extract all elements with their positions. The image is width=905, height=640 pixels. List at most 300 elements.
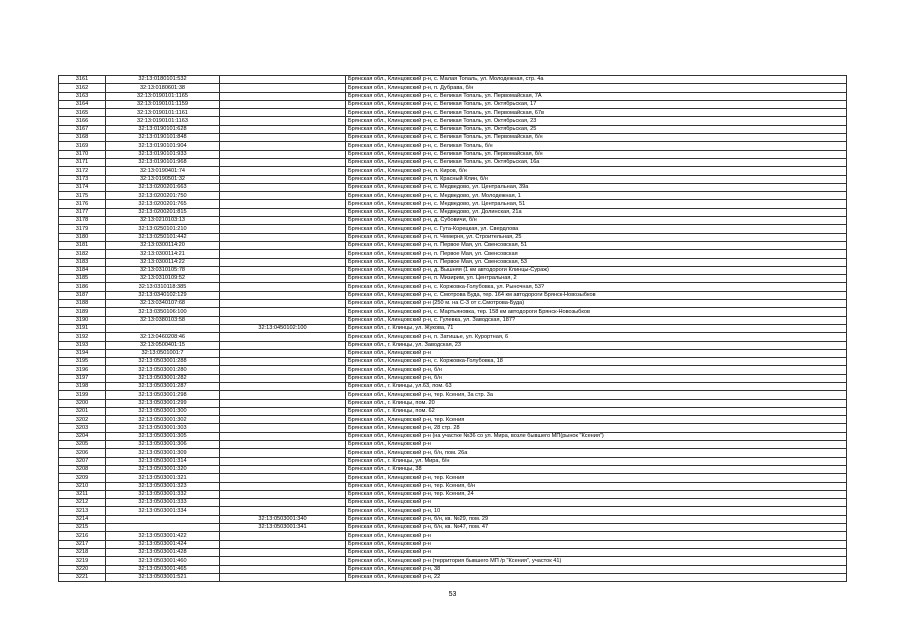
row-number-cell: 3175 bbox=[59, 192, 106, 200]
row-number-cell: 3182 bbox=[59, 250, 106, 258]
row-number-cell: 3214 bbox=[59, 515, 106, 523]
cadastral-number-cell: 32:13:0503001:460 bbox=[106, 557, 220, 565]
row-number-cell: 3166 bbox=[59, 117, 106, 125]
cadastral-number-cell: 32:13:0200201:765 bbox=[106, 200, 220, 208]
table-row bbox=[59, 183, 847, 191]
cadastral-number-alt-cell bbox=[220, 167, 346, 175]
address-cell: Брянская обл., Клинцовский р-н, с. Гулевка, ул. Заводская, 187? bbox=[346, 316, 847, 324]
cadastral-number-alt-cell bbox=[220, 109, 346, 117]
row-number-cell: 3170 bbox=[59, 150, 106, 158]
cadastral-number-cell: 32:13:0310118:385 bbox=[106, 283, 220, 291]
cadastral-number-alt-cell bbox=[220, 134, 346, 142]
row-number-cell: 3162 bbox=[59, 84, 106, 92]
cadastral-number-alt-cell: 32:13:0503001:341 bbox=[220, 524, 346, 532]
cadastral-number-cell: 32:13:0190101:1163 bbox=[106, 117, 220, 125]
table-row bbox=[59, 117, 847, 125]
table-row bbox=[59, 258, 847, 266]
table-row bbox=[59, 300, 847, 308]
row-number-cell: 3190 bbox=[59, 316, 106, 324]
cadastral-number-alt-cell bbox=[220, 499, 346, 507]
row-number-cell: 3207 bbox=[59, 457, 106, 465]
cadastral-number-alt-cell bbox=[220, 474, 346, 482]
table-row bbox=[59, 432, 847, 440]
table-row bbox=[59, 134, 847, 142]
cadastral-number-cell: 32:13:0300114:22 bbox=[106, 258, 220, 266]
table-row bbox=[59, 341, 847, 349]
address-cell: Брянская обл., Клинцовский р-н, с. Великая Топаль, ул. Октябрьская, 25 bbox=[346, 125, 847, 133]
cadastral-number-alt-cell bbox=[220, 565, 346, 573]
table-row bbox=[59, 76, 847, 84]
cadastral-number-alt-cell bbox=[220, 532, 346, 540]
cadastral-number-cell: 32:13:0190101:848 bbox=[106, 134, 220, 142]
address-cell: Брянская обл., г. Клинцы, пом. 62 bbox=[346, 407, 847, 415]
table-row bbox=[59, 374, 847, 382]
address-cell: Брянская обл., Клинцовский р-н (на участке №36 со ул. Мира, возле бывшего МП(рынок "Ксения") bbox=[346, 432, 847, 440]
cadastral-number-cell: 32:13:0340107:68 bbox=[106, 300, 220, 308]
cadastral-number-cell: 32:13:0503001:299 bbox=[106, 399, 220, 407]
table-row bbox=[59, 573, 847, 581]
table-row bbox=[59, 324, 847, 332]
row-number-cell: 3203 bbox=[59, 424, 106, 432]
table-row bbox=[59, 490, 847, 498]
cadastral-number-alt-cell bbox=[220, 449, 346, 457]
table-row bbox=[59, 399, 847, 407]
address-cell: Брянская обл., г. Клинцы, ул. Заводская, 23 bbox=[346, 341, 847, 349]
cadastral-number-alt-cell bbox=[220, 175, 346, 183]
cadastral-number-cell bbox=[106, 524, 220, 532]
table-row bbox=[59, 441, 847, 449]
cadastral-number-alt-cell bbox=[220, 283, 346, 291]
row-number-cell: 3171 bbox=[59, 158, 106, 166]
cadastral-number-cell: 32:13:0503001:321 bbox=[106, 474, 220, 482]
cadastral-number-cell: 32:13:0310105:78 bbox=[106, 266, 220, 274]
address-cell: Брянская обл., Клинцовский р-н bbox=[346, 540, 847, 548]
cadastral-number-alt-cell bbox=[220, 507, 346, 515]
cadastral-number-alt-cell bbox=[220, 540, 346, 548]
cadastral-number-alt-cell bbox=[220, 316, 346, 324]
table-row bbox=[59, 84, 847, 92]
table-row bbox=[59, 250, 847, 258]
cadastral-number-cell: 32:13:0503001:323 bbox=[106, 482, 220, 490]
row-number-cell: 3221 bbox=[59, 573, 106, 581]
cadastral-number-alt-cell bbox=[220, 241, 346, 249]
address-cell: Брянская обл., Клинцовский р-н, д. Вышняя (1 км автодороги Клинцы-Сураж) bbox=[346, 266, 847, 274]
cadastral-number-alt-cell bbox=[220, 125, 346, 133]
table-row bbox=[59, 548, 847, 556]
row-number-cell: 3193 bbox=[59, 341, 106, 349]
table-row bbox=[59, 540, 847, 548]
table-row bbox=[59, 275, 847, 283]
cadastral-number-alt-cell bbox=[220, 441, 346, 449]
table-row bbox=[59, 515, 847, 523]
cadastral-number-cell: 32:13:0503001:300 bbox=[106, 407, 220, 415]
cadastral-number-cell: 32:13:0503001:333 bbox=[106, 499, 220, 507]
address-cell: Брянская обл., Клинцовский р-н bbox=[346, 349, 847, 357]
table-row bbox=[59, 308, 847, 316]
address-cell: Брянская обл., г. Клинцы, ул. Мира, б/н bbox=[346, 457, 847, 465]
address-cell: Брянская обл., Клинцовский р-н, п. Киров, б/н bbox=[346, 167, 847, 175]
table-row bbox=[59, 109, 847, 117]
cadastral-number-cell bbox=[106, 324, 220, 332]
cadastral-number-alt-cell bbox=[220, 341, 346, 349]
address-cell: Брянская обл., Клинцовский р-н, с. Медведово, ул. Центральная, 51 bbox=[346, 200, 847, 208]
cadastral-number-alt-cell bbox=[220, 457, 346, 465]
cadastral-number-cell: 32:13:0190101:628 bbox=[106, 125, 220, 133]
row-number-cell: 3168 bbox=[59, 134, 106, 142]
row-number-cell: 3176 bbox=[59, 200, 106, 208]
table-row bbox=[59, 457, 847, 465]
address-cell: Брянская обл., Клинцовский р-н, п. Мизирим, ул. Центральная, 2 bbox=[346, 275, 847, 283]
row-number-cell: 3208 bbox=[59, 465, 106, 473]
cadastral-number-cell: 32:13:0200201:750 bbox=[106, 192, 220, 200]
address-cell: Брянская обл., Клинцовский р-н, п. Чемерня, ул. Строительная, 25 bbox=[346, 233, 847, 241]
cadastral-number-alt-cell bbox=[220, 84, 346, 92]
cadastral-number-cell: 32:13:0190101:933 bbox=[106, 150, 220, 158]
address-cell: Брянская обл., Клинцовский р-н, б/н, пом. 26а bbox=[346, 449, 847, 457]
registry-table-body bbox=[59, 76, 847, 582]
cadastral-number-cell: 32:13:0180601:38 bbox=[106, 84, 220, 92]
cadastral-number-cell: 32:13:0190101:1161 bbox=[106, 109, 220, 117]
cadastral-number-cell bbox=[106, 515, 220, 523]
table-row bbox=[59, 424, 847, 432]
cadastral-number-alt-cell bbox=[220, 465, 346, 473]
table-row bbox=[59, 358, 847, 366]
table-row bbox=[59, 416, 847, 424]
cadastral-number-cell: 32:13:0500401:15 bbox=[106, 341, 220, 349]
cadastral-number-alt-cell bbox=[220, 308, 346, 316]
address-cell: Брянская обл., Клинцовский р-н, с. Малая Топаль, ул. Молодежная, стр. 4а bbox=[346, 76, 847, 84]
cadastral-number-alt-cell bbox=[220, 416, 346, 424]
table-row bbox=[59, 482, 847, 490]
address-cell: Брянская обл., Клинцовский р-н, д. Субовичи, б/н bbox=[346, 217, 847, 225]
row-number-cell: 3215 bbox=[59, 524, 106, 532]
row-number-cell: 3163 bbox=[59, 92, 106, 100]
table-row bbox=[59, 150, 847, 158]
address-cell: Брянская обл., Клинцовский р-н, 22 bbox=[346, 573, 847, 581]
cadastral-number-alt-cell bbox=[220, 391, 346, 399]
row-number-cell: 3198 bbox=[59, 382, 106, 390]
table-row bbox=[59, 333, 847, 341]
page-number: 53 bbox=[448, 591, 457, 598]
cadastral-number-cell: 32:13:0460208:46 bbox=[106, 333, 220, 341]
address-cell: Брянская обл., Клинцовский р-н, тер. Ксения, 24 bbox=[346, 490, 847, 498]
address-cell: Брянская обл., Клинцовский р-н, с. Медведово, ул. Долинская, 21а bbox=[346, 208, 847, 216]
cadastral-number-cell: 32:13:0503001:288 bbox=[106, 358, 220, 366]
cadastral-number-alt-cell bbox=[220, 183, 346, 191]
row-number-cell: 3185 bbox=[59, 275, 106, 283]
cadastral-number-alt-cell bbox=[220, 300, 346, 308]
address-cell: Брянская обл., Клинцовский р-н, б/н, кв. №29, пом. 29 bbox=[346, 515, 847, 523]
table-row bbox=[59, 225, 847, 233]
cadastral-number-alt-cell bbox=[220, 192, 346, 200]
cadastral-number-cell: 32:13:0503001:305 bbox=[106, 432, 220, 440]
address-cell: Брянская обл., Клинцовский р-н, б/н bbox=[346, 366, 847, 374]
address-cell: Брянская обл., Клинцовский р-н, с. Великая Топаль, ул. Первомайская, б/н bbox=[346, 150, 847, 158]
cadastral-number-alt-cell bbox=[220, 217, 346, 225]
cadastral-number-cell: 32:13:0190401:74 bbox=[106, 167, 220, 175]
row-number-cell: 3205 bbox=[59, 441, 106, 449]
row-number-cell: 3200 bbox=[59, 399, 106, 407]
row-number-cell: 3201 bbox=[59, 407, 106, 415]
cadastral-number-cell: 32:13:0190501:32 bbox=[106, 175, 220, 183]
address-cell: Брянская обл., Клинцовский р-н, п. Дубрава, б/н bbox=[346, 84, 847, 92]
table-row bbox=[59, 100, 847, 108]
address-cell: Брянская обл., Клинцовский р-н, п. Затишье, ул. Курортная, 6 bbox=[346, 333, 847, 341]
cadastral-number-alt-cell bbox=[220, 266, 346, 274]
row-number-cell: 3184 bbox=[59, 266, 106, 274]
cadastral-number-cell: 32:13:0210103:13 bbox=[106, 217, 220, 225]
row-number-cell: 3178 bbox=[59, 217, 106, 225]
address-cell: Брянская обл., Клинцовский р-н, тер. Ксения, б/н bbox=[346, 482, 847, 490]
address-cell: Брянская обл., Клинцовский р-н, с. Великая Топаль, ул. Октябрьская, 17 bbox=[346, 100, 847, 108]
address-cell: Брянская обл., Клинцовский р-н (250 м. на С-З от с.Смотрова-Буда) bbox=[346, 300, 847, 308]
address-cell: Брянская обл., Клинцовский р-н, п. Красный Клин, б/н bbox=[346, 175, 847, 183]
table-row bbox=[59, 316, 847, 324]
row-number-cell: 3213 bbox=[59, 507, 106, 515]
address-cell: Брянская обл., Клинцовский р-н, с. Великая Топаль, ул. Первомайская, 67в bbox=[346, 109, 847, 117]
row-number-cell: 3164 bbox=[59, 100, 106, 108]
row-number-cell: 3169 bbox=[59, 142, 106, 150]
row-number-cell: 3194 bbox=[59, 349, 106, 357]
row-number-cell: 3183 bbox=[59, 258, 106, 266]
address-cell: Брянская обл., Клинцовский р-н, п. Первое Мая, ул. Свенсовская bbox=[346, 250, 847, 258]
address-cell: Брянская обл., Клинцовский р-н, с. Коржовка-Голубовка, ул. Рыночная, 53? bbox=[346, 283, 847, 291]
table-row bbox=[59, 565, 847, 573]
address-cell: Брянская обл., Клинцовский р-н (территория бывшего МП /р "Ксения", участок 41) bbox=[346, 557, 847, 565]
cadastral-number-alt-cell: 32:13:0503001:340 bbox=[220, 515, 346, 523]
address-cell: Брянская обл., Клинцовский р-н, б/н, кв. №47, пом. 47 bbox=[346, 524, 847, 532]
cadastral-number-cell: 32:13:0503001:302 bbox=[106, 416, 220, 424]
address-cell: Брянская обл., Клинцовский р-н, с. Гута-Корецкая, ул. Свердлова bbox=[346, 225, 847, 233]
cadastral-number-alt-cell bbox=[220, 100, 346, 108]
cadastral-number-alt-cell bbox=[220, 349, 346, 357]
row-number-cell: 3209 bbox=[59, 474, 106, 482]
row-number-cell: 3218 bbox=[59, 548, 106, 556]
cadastral-number-alt-cell bbox=[220, 291, 346, 299]
cadastral-number-cell: 32:13:0300114:20 bbox=[106, 241, 220, 249]
cadastral-number-cell: 32:13:0300114:21 bbox=[106, 250, 220, 258]
address-cell: Брянская обл., Клинцовский р-н, с. Великая Топаль, ул. Первомайская, 7А bbox=[346, 92, 847, 100]
cadastral-number-cell: 32:13:0190101:1165 bbox=[106, 92, 220, 100]
cadastral-number-alt-cell bbox=[220, 208, 346, 216]
address-cell: Брянская обл., г. Клинцы, 38 bbox=[346, 465, 847, 473]
cadastral-number-alt-cell bbox=[220, 333, 346, 341]
table-row bbox=[59, 266, 847, 274]
address-cell: Брянская обл., Клинцовский р-н, п. Первое Мая, ул. Свенсовская, 53 bbox=[346, 258, 847, 266]
address-cell: Брянская обл., г. Клинцы, ул.63, пом. 63 bbox=[346, 382, 847, 390]
cadastral-number-cell: 32:13:0503001:424 bbox=[106, 540, 220, 548]
address-cell: Брянская обл., Клинцовский р-н, с. Великая Топаль, ул. Первомайская, б/н bbox=[346, 134, 847, 142]
address-cell: Брянская обл., Клинцовский р-н, с. Медведово, ул. Центральная, 39а bbox=[346, 183, 847, 191]
cadastral-number-alt-cell bbox=[220, 250, 346, 258]
address-cell: Брянская обл., Клинцовский р-н, с. Коржовка-Голубовка, 18 bbox=[346, 358, 847, 366]
row-number-cell: 3177 bbox=[59, 208, 106, 216]
table-row bbox=[59, 208, 847, 216]
table-row bbox=[59, 474, 847, 482]
table-row bbox=[59, 200, 847, 208]
cadastral-number-alt-cell bbox=[220, 548, 346, 556]
row-number-cell: 3165 bbox=[59, 109, 106, 117]
table-row bbox=[59, 524, 847, 532]
table-row bbox=[59, 465, 847, 473]
cadastral-number-cell: 32:13:0503001:320 bbox=[106, 465, 220, 473]
address-cell: Брянская обл., Клинцовский р-н, тер. Ксения, 3а стр. 3а bbox=[346, 391, 847, 399]
row-number-cell: 3210 bbox=[59, 482, 106, 490]
address-cell: Брянская обл., Клинцовский р-н, с. Смотрова Буда, тер. 164 км автодороги Брянск-Новозыбков bbox=[346, 291, 847, 299]
row-number-cell: 3220 bbox=[59, 565, 106, 573]
address-cell: Брянская обл., Клинцовский р-н, п. Первое Мая, ул. Свенсовская, 51 bbox=[346, 241, 847, 249]
address-cell: Брянская обл., Клинцовский р-н bbox=[346, 441, 847, 449]
cadastral-number-alt-cell bbox=[220, 490, 346, 498]
cadastral-number-cell: 32:13:0503001:298 bbox=[106, 391, 220, 399]
table-row bbox=[59, 167, 847, 175]
cadastral-number-cell: 32:13:0190101:904 bbox=[106, 142, 220, 150]
cadastral-number-alt-cell bbox=[220, 399, 346, 407]
table-row bbox=[59, 192, 847, 200]
row-number-cell: 3206 bbox=[59, 449, 106, 457]
address-cell: Брянская обл., Клинцовский р-н, 10 bbox=[346, 507, 847, 515]
address-cell: Брянская обл., Клинцовский р-н, тер. Ксения bbox=[346, 416, 847, 424]
row-number-cell: 3212 bbox=[59, 499, 106, 507]
row-number-cell: 3172 bbox=[59, 167, 106, 175]
cadastral-number-cell: 32:13:0340102:129 bbox=[106, 291, 220, 299]
row-number-cell: 3186 bbox=[59, 283, 106, 291]
cadastral-number-alt-cell bbox=[220, 150, 346, 158]
cadastral-number-alt-cell bbox=[220, 374, 346, 382]
address-cell: Брянская обл., Клинцовский р-н, с. Великая Топаль, ул. Октябрьская, 16а bbox=[346, 158, 847, 166]
cadastral-number-cell: 32:13:0503001:465 bbox=[106, 565, 220, 573]
cadastral-number-alt-cell bbox=[220, 233, 346, 241]
row-number-cell: 3167 bbox=[59, 125, 106, 133]
table-row bbox=[59, 557, 847, 565]
row-number-cell: 3216 bbox=[59, 532, 106, 540]
cadastral-number-cell: 32:13:0250101:210 bbox=[106, 225, 220, 233]
cadastral-number-alt-cell bbox=[220, 482, 346, 490]
cadastral-number-alt-cell bbox=[220, 382, 346, 390]
cadastral-number-cell: 32:13:0380103:58 bbox=[106, 316, 220, 324]
cadastral-number-cell: 32:13:0503001:521 bbox=[106, 573, 220, 581]
address-cell: Брянская обл., Клинцовский р-н, тер. Ксения bbox=[346, 474, 847, 482]
address-cell: Брянская обл., Клинцовский р-н, с. Мартьяновка, тер. 158 км автодороги Брянск-Новозыбков bbox=[346, 308, 847, 316]
cadastral-number-alt-cell bbox=[220, 275, 346, 283]
row-number-cell: 3217 bbox=[59, 540, 106, 548]
table-row bbox=[59, 241, 847, 249]
row-number-cell: 3192 bbox=[59, 333, 106, 341]
cadastral-number-cell: 32:13:0503001:303 bbox=[106, 424, 220, 432]
cadastral-number-cell: 32:13:0350106:100 bbox=[106, 308, 220, 316]
cadastral-number-alt-cell bbox=[220, 142, 346, 150]
row-number-cell: 3189 bbox=[59, 308, 106, 316]
address-cell: Брянская обл., Клинцовский р-н bbox=[346, 548, 847, 556]
table-row bbox=[59, 507, 847, 515]
row-number-cell: 3191 bbox=[59, 324, 106, 332]
cadastral-number-cell: 32:13:0503001:332 bbox=[106, 490, 220, 498]
cadastral-number-cell: 32:13:0503001:280 bbox=[106, 366, 220, 374]
address-cell: Брянская обл., Клинцовский р-н, 28 стр. 28 bbox=[346, 424, 847, 432]
cadastral-number-cell: 32:13:0190101:968 bbox=[106, 158, 220, 166]
cadastral-number-cell: 32:13:0503001:309 bbox=[106, 449, 220, 457]
cadastral-number-cell: 32:13:0503001:334 bbox=[106, 507, 220, 515]
row-number-cell: 3161 bbox=[59, 76, 106, 84]
cadastral-number-alt-cell bbox=[220, 92, 346, 100]
row-number-cell: 3174 bbox=[59, 183, 106, 191]
row-number-cell: 3196 bbox=[59, 366, 106, 374]
row-number-cell: 3204 bbox=[59, 432, 106, 440]
row-number-cell: 3179 bbox=[59, 225, 106, 233]
cadastral-number-alt-cell bbox=[220, 432, 346, 440]
table-row bbox=[59, 142, 847, 150]
table-row bbox=[59, 407, 847, 415]
row-number-cell: 3211 bbox=[59, 490, 106, 498]
row-number-cell: 3173 bbox=[59, 175, 106, 183]
table-row bbox=[59, 175, 847, 183]
address-cell: Брянская обл., г. Клинцы, пом. 20 bbox=[346, 399, 847, 407]
cadastral-number-cell: 32:13:0200201:663 bbox=[106, 183, 220, 191]
cadastral-number-cell: 32:13:0503001:282 bbox=[106, 374, 220, 382]
registry-table bbox=[58, 75, 847, 582]
row-number-cell: 3197 bbox=[59, 374, 106, 382]
table-row bbox=[59, 283, 847, 291]
cadastral-number-cell: 32:13:0501001:7 bbox=[106, 349, 220, 357]
table-row bbox=[59, 449, 847, 457]
address-cell: Брянская обл., Клинцовский р-н bbox=[346, 532, 847, 540]
table-row bbox=[59, 382, 847, 390]
row-number-cell: 3219 bbox=[59, 557, 106, 565]
cadastral-number-cell: 32:13:0200201:815 bbox=[106, 208, 220, 216]
cadastral-number-cell: 32:13:0503001:428 bbox=[106, 548, 220, 556]
table-row bbox=[59, 532, 847, 540]
address-cell: Брянская обл., Клинцовский р-н, б/н bbox=[346, 374, 847, 382]
cadastral-number-alt-cell: 32:13:0450102:100 bbox=[220, 324, 346, 332]
address-cell: Брянская обл., Клинцовский р-н, 38 bbox=[346, 565, 847, 573]
cadastral-number-alt-cell bbox=[220, 76, 346, 84]
cadastral-number-cell: 32:13:0190101:1159 bbox=[106, 100, 220, 108]
cadastral-number-alt-cell bbox=[220, 366, 346, 374]
table-row bbox=[59, 499, 847, 507]
address-cell: Брянская обл., Клинцовский р-н, с. Великая Топаль, б/н bbox=[346, 142, 847, 150]
address-cell: Брянская обл., Клинцовский р-н bbox=[346, 499, 847, 507]
cadastral-number-cell: 32:13:0310109:52 bbox=[106, 275, 220, 283]
table-row bbox=[59, 217, 847, 225]
table-row bbox=[59, 391, 847, 399]
cadastral-number-alt-cell bbox=[220, 424, 346, 432]
row-number-cell: 3195 bbox=[59, 358, 106, 366]
address-cell: Брянская обл., г. Клинцы, ул. Жукова, 71 bbox=[346, 324, 847, 332]
cadastral-number-cell: 32:13:0503001:422 bbox=[106, 532, 220, 540]
address-cell: Брянская обл., Клинцовский р-н, с. Медведово, ул. Молодежная, 1 bbox=[346, 192, 847, 200]
cadastral-number-cell: 32:13:0503001:306 bbox=[106, 441, 220, 449]
table-row bbox=[59, 349, 847, 357]
cadastral-number-alt-cell bbox=[220, 200, 346, 208]
cadastral-number-alt-cell bbox=[220, 117, 346, 125]
cadastral-number-alt-cell bbox=[220, 358, 346, 366]
row-number-cell: 3187 bbox=[59, 291, 106, 299]
table-row bbox=[59, 291, 847, 299]
row-number-cell: 3188 bbox=[59, 300, 106, 308]
row-number-cell: 3199 bbox=[59, 391, 106, 399]
row-number-cell: 3180 bbox=[59, 233, 106, 241]
address-cell: Брянская обл., Клинцовский р-н, с. Великая Топаль, ул. Октябрьская, 23 bbox=[346, 117, 847, 125]
row-number-cell: 3181 bbox=[59, 241, 106, 249]
cadastral-number-alt-cell bbox=[220, 158, 346, 166]
cadastral-number-cell: 32:13:0250101:442 bbox=[106, 233, 220, 241]
table-row bbox=[59, 92, 847, 100]
cadastral-number-alt-cell bbox=[220, 407, 346, 415]
cadastral-number-alt-cell bbox=[220, 573, 346, 581]
table-row bbox=[59, 158, 847, 166]
table-row bbox=[59, 233, 847, 241]
cadastral-number-alt-cell bbox=[220, 557, 346, 565]
